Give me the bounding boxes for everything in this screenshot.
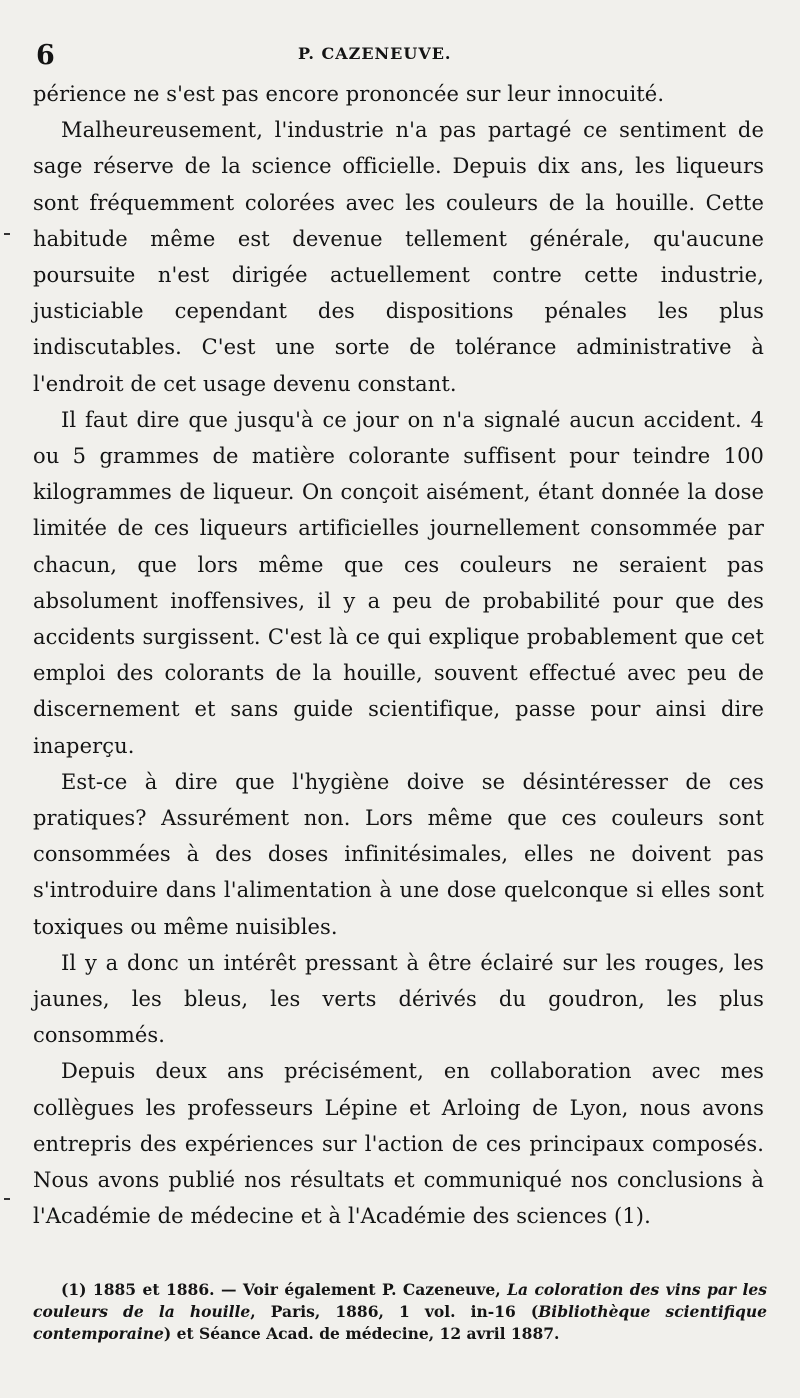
footnote	[33, 1279, 767, 1345]
page-header	[36, 40, 760, 74]
margin-mark	[4, 1198, 10, 1200]
footnote-text-3: ) et Séance Acad. de médecine, 12 avril 1887.	[163, 1324, 560, 1343]
paragraph-hygiene: Est-ce à dire que l'hygiène doive se désintéresser de ces pratiques? Assurément non. Lors même que ces couleurs sont consommées à des doses infinitésimales, elles ne doivent pas s'introduire dans l'alimentation à une dose quelconque si elles sont toxiques ou même nuisibles.	[33, 769, 764, 939]
footnote-book-title: La coloration des vins par les couleurs de la houille	[33, 1280, 767, 1321]
paragraph-interest: Il y a donc un intérêt pressant à être éclairé sur les rouges, les jaunes, les bleus, les verts dérivés du goudron, les plus consommés.	[33, 950, 764, 1048]
paragraph-collaboration: Depuis deux ans précisément, en collaboration avec mes collègues les professeurs Lépine et Arloing de Lyon, nous avons entrepris des expériences sur l'action de ces principaux composés. Nous avons publié nos résultats et communiqué nos conclusions à l'Académie de médecine et à l'Académie des sciences (1).	[33, 1059, 764, 1229]
footnote-text-1: (1) 1885 et 1886. — Voir également P. Cazeneuve,	[61, 1280, 508, 1299]
margin-mark	[4, 233, 10, 235]
running-head: P. CAZENEUVE.	[298, 44, 452, 63]
page-number: 6	[36, 40, 55, 71]
paragraph-industry: Malheureusement, l'industrie n'a pas partagé ce sentiment de sage réserve de la science officielle. Depuis dix ans, les liqueurs sont fréquemment colorées avec les couleurs de la houille. Cette habitude même est devenue tellement générale, qu'aucune poursuite n'est dirigée actuellement contre cette industrie, justiciable cependant des dispositions pénales les plus indiscutables. C'est une sorte de tolérance administrative à l'endroit de cet usage devenu constant.	[33, 118, 764, 396]
paragraph-continuation: périence ne s'est pas encore prononcée sur leur innocuité.	[33, 82, 665, 106]
footnote-series-title: Bibliothèque scientifique contemporaine	[33, 1302, 767, 1343]
paragraph-accidents: Il faut dire que jusqu'à ce jour on n'a signalé aucun accident. 4 ou 5 grammes de matière colorante suffisent pour teindre 100 kilogrammes de liqueur. On conçoit aisément, étant donnée la dose limitée de ces liqueurs artificielles journellement consommée par chacun, que lors même que ces couleurs ne seraient pas absolument inoffensives, il y a peu de probabilité pour que des accidents surgissent. C'est là ce qui explique probablement que cet emploi des colorants de la houille, souvent effectué avec peu de discernement et sans guide scientifique, passe pour ainsi dire inaperçu.	[33, 407, 764, 758]
footnote-text-2: , Paris, 1886, 1 vol. in-16 (	[250, 1302, 539, 1321]
body-text	[33, 76, 764, 1235]
